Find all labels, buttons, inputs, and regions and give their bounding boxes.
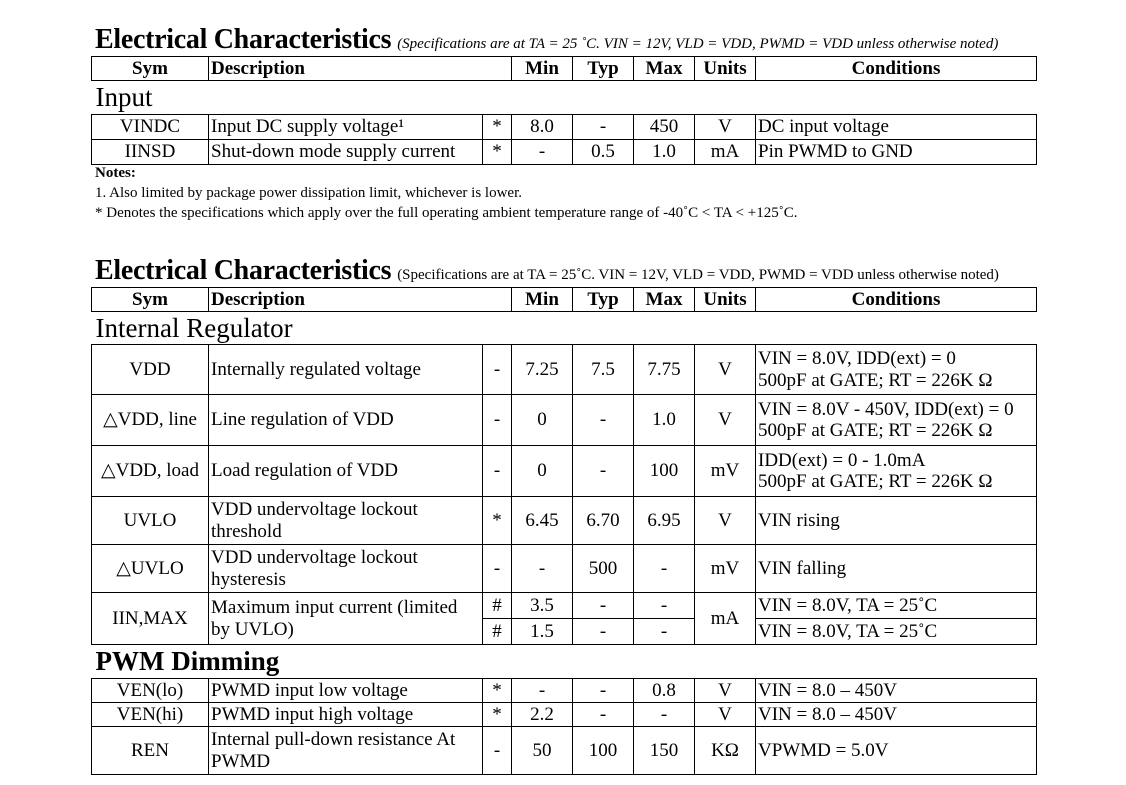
units-cell: mA bbox=[695, 593, 756, 645]
flag-cell: - bbox=[483, 395, 512, 446]
max-cell: - bbox=[634, 593, 695, 619]
table1-title: Electrical Characteristics bbox=[95, 24, 392, 55]
table-row bbox=[92, 727, 1037, 775]
section-title-pwm-dimming: PWM Dimming bbox=[92, 645, 1037, 679]
header-typ: Typ bbox=[573, 288, 634, 312]
table1-header-row bbox=[92, 57, 1037, 81]
description-cell: Load regulation of VDD bbox=[209, 446, 483, 497]
units-cell: V bbox=[695, 395, 756, 446]
condition-line: VIN = 8.0V - 450V, IDD(ext) = 0 bbox=[758, 398, 1014, 420]
min-cell: 7.25 bbox=[512, 345, 573, 395]
typ-cell: - bbox=[573, 593, 634, 619]
table-row bbox=[92, 345, 1037, 395]
conditions-cell bbox=[756, 395, 1037, 446]
flag-cell: * bbox=[483, 140, 512, 165]
table-row bbox=[92, 703, 1037, 727]
conditions-cell: VIN falling bbox=[756, 545, 1037, 593]
sym-cell: △UVLO bbox=[92, 545, 209, 593]
header-min: Min bbox=[512, 57, 573, 81]
max-cell: 100 bbox=[634, 446, 695, 497]
min-cell: 3.5 bbox=[512, 593, 573, 619]
conditions-cell: DC input voltage bbox=[756, 115, 1037, 140]
min-cell: 0 bbox=[512, 446, 573, 497]
min-cell: 8.0 bbox=[512, 115, 573, 140]
table1-section-row bbox=[92, 81, 1037, 115]
condition-line: 500pF at GATE; RT = 226K Ω bbox=[758, 471, 993, 492]
table2-header-row bbox=[92, 288, 1037, 312]
typ-cell: 500 bbox=[573, 545, 634, 593]
units-cell: mV bbox=[695, 446, 756, 497]
table1-heading bbox=[95, 24, 998, 56]
max-cell: 450 bbox=[634, 115, 695, 140]
description-cell: Input DC supply voltage¹ bbox=[209, 115, 483, 140]
flag-cell: # bbox=[483, 593, 512, 619]
section-title-internal-regulator: Internal Regulator bbox=[92, 312, 1037, 345]
description-cell: PWMD input high voltage bbox=[209, 703, 483, 727]
header-sym: Sym bbox=[92, 288, 209, 312]
header-conditions: Conditions bbox=[756, 57, 1037, 81]
min-cell: 0 bbox=[512, 395, 573, 446]
units-cell: V bbox=[695, 679, 756, 703]
table2 bbox=[91, 287, 1036, 775]
table-row bbox=[92, 497, 1037, 545]
units-cell: V bbox=[695, 115, 756, 140]
description-cell: Maximum input current (limited by UVLO) bbox=[209, 593, 483, 645]
typ-cell: - bbox=[573, 679, 634, 703]
flag-cell: # bbox=[483, 619, 512, 645]
max-cell: 1.0 bbox=[634, 140, 695, 165]
header-min: Min bbox=[512, 288, 573, 312]
notes bbox=[95, 163, 797, 223]
condition-line: IDD(ext) = 0 - 1.0mA bbox=[758, 449, 926, 471]
table-row bbox=[92, 593, 1037, 619]
typ-cell: 6.70 bbox=[573, 497, 634, 545]
flag-cell: - bbox=[483, 446, 512, 497]
sym-cell: △VDD, line bbox=[92, 395, 209, 446]
condition-line: 500pF at GATE; RT = 226K Ω bbox=[758, 369, 993, 391]
header-typ: Typ bbox=[573, 57, 634, 81]
table1-spec-note: (Specifications are at TA = 25 ˚C. VIN = 12V, VLD = VDD, PWMD = VDD unless otherwise noted) bbox=[397, 36, 999, 52]
sym-cell: REN bbox=[92, 727, 209, 775]
header-max: Max bbox=[634, 288, 695, 312]
sym-cell: VEN(lo) bbox=[92, 679, 209, 703]
table2-title: Electrical Characteristics bbox=[95, 255, 392, 286]
min-cell: 50 bbox=[512, 727, 573, 775]
table-row bbox=[92, 395, 1037, 446]
description-cell: VDD undervoltage lockout threshold bbox=[209, 497, 483, 545]
max-cell: 1.0 bbox=[634, 395, 695, 446]
flag-cell: - bbox=[483, 345, 512, 395]
conditions-cell: VIN = 8.0V, TA = 25˚C bbox=[756, 619, 1037, 645]
flag-cell: - bbox=[483, 727, 512, 775]
flag-cell: * bbox=[483, 115, 512, 140]
typ-cell: - bbox=[573, 395, 634, 446]
units-cell: mA bbox=[695, 140, 756, 165]
typ-cell: - bbox=[573, 619, 634, 645]
min-cell: - bbox=[512, 545, 573, 593]
description-cell: Line regulation of VDD bbox=[209, 395, 483, 446]
conditions-cell: Pin PWMD to GND bbox=[756, 140, 1037, 165]
typ-cell: 7.5 bbox=[573, 345, 634, 395]
description-cell: Internally regulated voltage bbox=[209, 345, 483, 395]
header-max: Max bbox=[634, 57, 695, 81]
sym-cell: VINDC bbox=[92, 115, 209, 140]
sym-cell: △VDD, load bbox=[92, 446, 209, 497]
note-line: 1. Also limited by package power dissipation limit, whichever is lower. bbox=[95, 185, 523, 201]
table2-heading bbox=[95, 255, 999, 287]
min-cell: 2.2 bbox=[512, 703, 573, 727]
typ-cell: 100 bbox=[573, 727, 634, 775]
table2-section-row bbox=[92, 312, 1037, 345]
table-row bbox=[92, 679, 1037, 703]
typ-cell: - bbox=[573, 703, 634, 727]
max-cell: - bbox=[634, 619, 695, 645]
table-row bbox=[92, 140, 1037, 165]
header-description: Description bbox=[209, 288, 512, 312]
description-cell: Internal pull-down resistance At PWMD bbox=[209, 727, 483, 775]
sym-cell: VEN(hi) bbox=[92, 703, 209, 727]
notes-title: Notes: bbox=[95, 165, 136, 181]
typ-cell: - bbox=[573, 446, 634, 497]
section-title-input: Input bbox=[92, 81, 1037, 115]
sym-cell: IINSD bbox=[92, 140, 209, 165]
max-cell: 150 bbox=[634, 727, 695, 775]
min-cell: 6.45 bbox=[512, 497, 573, 545]
flag-cell: * bbox=[483, 497, 512, 545]
max-cell: - bbox=[634, 703, 695, 727]
header-units: Units bbox=[695, 288, 756, 312]
flag-cell: - bbox=[483, 545, 512, 593]
header-conditions: Conditions bbox=[756, 288, 1037, 312]
sym-cell: IIN,MAX bbox=[92, 593, 209, 645]
description-cell: PWMD input low voltage bbox=[209, 679, 483, 703]
note-line: * Denotes the specifications which apply over the full operating ambient temperature range of -40˚C < TA < +125˚C. bbox=[95, 205, 798, 221]
flag-cell: * bbox=[483, 703, 512, 727]
min-cell: 1.5 bbox=[512, 619, 573, 645]
header-units: Units bbox=[695, 57, 756, 81]
conditions-cell: VIN rising bbox=[756, 497, 1037, 545]
condition-line: 500pF at GATE; RT = 226K Ω bbox=[758, 420, 993, 441]
conditions-cell bbox=[756, 446, 1037, 497]
max-cell: 6.95 bbox=[634, 497, 695, 545]
units-cell: V bbox=[695, 345, 756, 395]
max-cell: 7.75 bbox=[634, 345, 695, 395]
table2-spec-note: (Specifications are at TA = 25˚C. VIN = 12V, VLD = VDD, PWMD = VDD unless otherwise noted) bbox=[397, 267, 999, 283]
condition-line: VIN = 8.0V, IDD(ext) = 0 bbox=[758, 348, 956, 370]
min-cell: - bbox=[512, 679, 573, 703]
conditions-cell bbox=[756, 345, 1037, 395]
units-cell: KΩ bbox=[695, 727, 756, 775]
min-cell: - bbox=[512, 140, 573, 165]
conditions-cell: VPWMD = 5.0V bbox=[756, 727, 1037, 775]
header-sym: Sym bbox=[92, 57, 209, 81]
conditions-cell: VIN = 8.0 – 450V bbox=[756, 703, 1037, 727]
units-cell: mV bbox=[695, 545, 756, 593]
max-cell: - bbox=[634, 545, 695, 593]
table-row bbox=[92, 115, 1037, 140]
table2-section2-row bbox=[92, 645, 1037, 679]
typ-cell: - bbox=[573, 115, 634, 140]
sym-cell: VDD bbox=[92, 345, 209, 395]
table-row bbox=[92, 545, 1037, 593]
flag-cell: * bbox=[483, 679, 512, 703]
description-cell: VDD undervoltage lockout hysteresis bbox=[209, 545, 483, 593]
conditions-cell: VIN = 8.0 – 450V bbox=[756, 679, 1037, 703]
typ-cell: 0.5 bbox=[573, 140, 634, 165]
units-cell: V bbox=[695, 703, 756, 727]
max-cell: 0.8 bbox=[634, 679, 695, 703]
units-cell: V bbox=[695, 497, 756, 545]
header-description: Description bbox=[209, 57, 512, 81]
table-row bbox=[92, 446, 1037, 497]
conditions-cell: VIN = 8.0V, TA = 25˚C bbox=[756, 593, 1037, 619]
sym-cell: UVLO bbox=[92, 497, 209, 545]
table1 bbox=[91, 56, 1036, 165]
description-cell: Shut-down mode supply current bbox=[209, 140, 483, 165]
